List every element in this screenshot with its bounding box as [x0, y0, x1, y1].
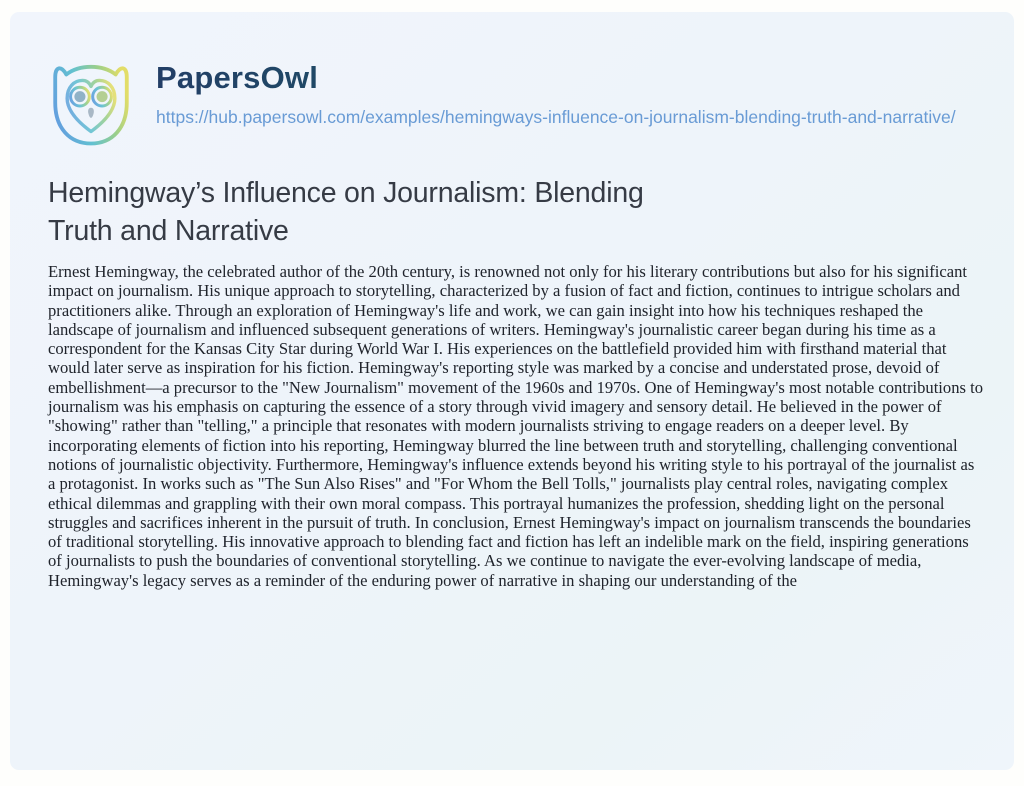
- article-preview-card: [10, 12, 1014, 770]
- papersowl-owl-logo-icon: [48, 60, 134, 152]
- article-title: Hemingway’s Influence on Journalism: Blending Truth and Narrative: [48, 177, 644, 247]
- article-body-text: Ernest Hemingway, the celebrated author of the 20th century, is renowned not only for his literary contributions but also for his significant impact on journalism. His unique approach to storytelling, characterized by a fusion of fact and fiction, continues to intrigue scholars and practitioners alike. Through an exploration of Hemingway's life and work, we can gain insight into how his techniques reshaped the landscape of journalism and influenced subsequent generations of writers. Hemingway's journalistic career began during his time as a correspondent for the Kansas City Star during World War I. His experiences on the battlefield provided him with firsthand material that would later serve as inspiration for his fiction. Hemingway's reporting style was marked by a concise and understated prose, devoid of embellishment—a precursor to the "New Journalism" movement of the 1960s and 1970s. One of Hemingway's most notable contributions to journalism was his emphasis on capturing the essence of a story through vivid imagery and sensory detail. He believed in the power of "showing" rather than "telling," a principle that resonates with modern journalists striving to engage readers on a deeper level. By incorporating elements of fiction into his reporting, Hemingway blurred the line between truth and storytelling, challenging conventional notions of journalistic objectivity. Furthermore, Hemingway's influence extends beyond his writing style to his portrayal of the journalist as a protagonist. In works such as "The Sun Also Rises" and "For Whom the Bell Tolls," journalists play central roles, navigating complex ethical dilemmas and grappling with their own moral compass. This portrayal humanizes the profession, shedding light on the personal struggles and sacrifices inherent in the pursuit of truth. In conclusion, Ernest Hemingway's impact on journalism transcends the boundaries of traditional storytelling. His innovative approach to blending fact and fiction has left an indelible mark on the field, inspiring generations of journalists to push the boundaries of conventional storytelling. As we continue to navigate the ever-evolving landscape of media, Hemingway's legacy serves as a reminder of the enduring power of narrative in shaping our understanding of the: [48, 262, 984, 590]
- brand-title: PapersOwl: [156, 60, 956, 96]
- article-url-link[interactable]: https://hub.papersowl.com/examples/hemingways-influence-on-journalism-blending-truth-and-narrative/: [156, 107, 956, 127]
- brand-block: [156, 58, 956, 130]
- site-header: [48, 58, 976, 152]
